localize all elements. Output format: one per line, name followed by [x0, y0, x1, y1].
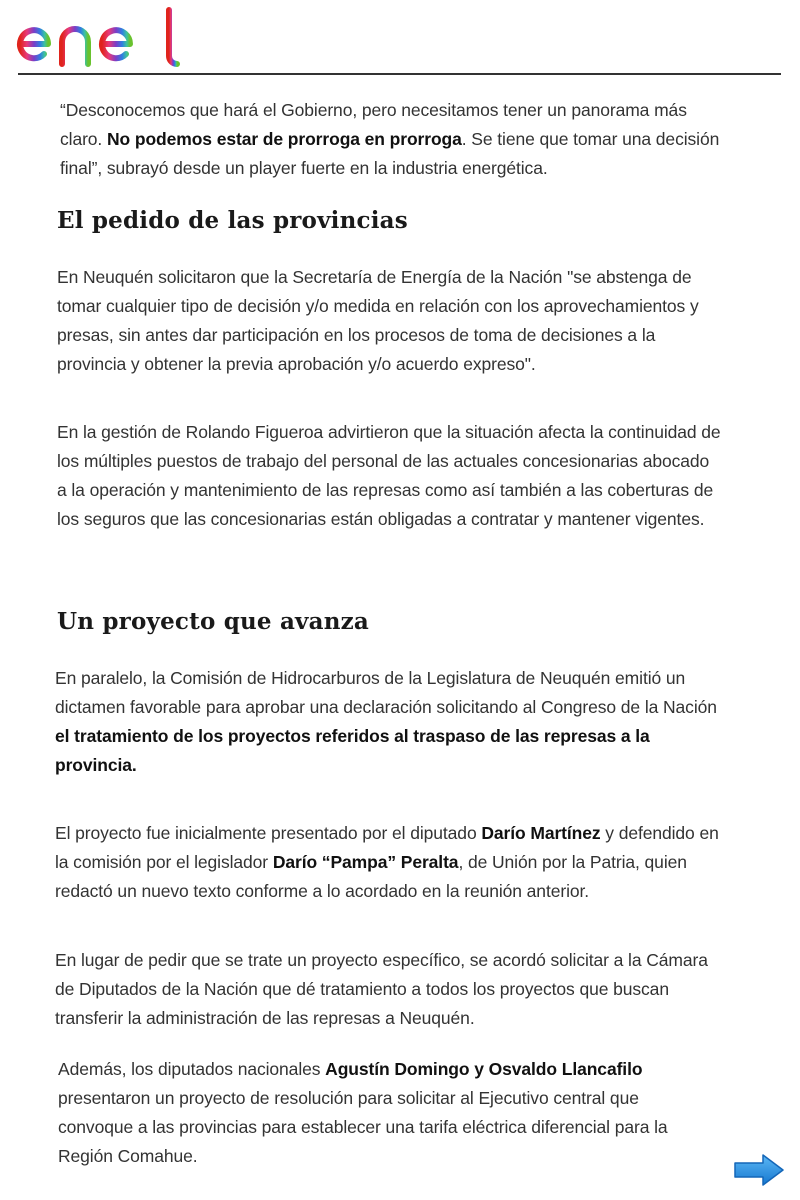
next-page-button[interactable]	[733, 1153, 785, 1187]
article-paragraph-camara: En lugar de pedir que se trate un proyecto específico, se acordó solicitar a la Cámara de Diputados de la Nación que dé tratamiento a todos los proyectos que buscan transferir la administración de las represas a Neuquén.	[55, 950, 708, 1028]
article-paragraph-diputado	[55, 819, 720, 906]
paragraph-bold-text: Darío “Pampa” Peralta	[272, 852, 459, 872]
paragraph-text: presentaron un proyecto de resolución para solicitar al Ejecutivo central que convoque a las provincias para establecer una tarifa eléctrica diferencial para la Región Comahue.	[58, 1088, 668, 1166]
paragraph-text: , de Unión por la Patria, quien redactó un nuevo texto conforme a lo acordado en la reunión anterior.	[55, 852, 687, 901]
paragraph-bold-text: No podemos estar de prorroga en prorroga	[106, 129, 462, 149]
arrow-right-icon	[733, 1153, 785, 1187]
section-heading-provincias: El pedido de las provincias	[57, 207, 408, 234]
paragraph-text: Además, los diputados nacionales	[58, 1059, 326, 1079]
article-paragraph-neuquen-request: En Neuquén solicitaron que la Secretaría de Energía de la Nación "se abstenga de tomar cualquier tipo de decisión y/o medida en relación con los aprovechamientos y presas, sin antes dar participación en los procesos de toma de decisiones a la provincia y obtener la previa aprobación y/o acuerdo expreso".	[57, 267, 699, 374]
article-paragraph-resolucion	[58, 1055, 698, 1171]
paragraph-bold-text: Darío Martínez	[481, 823, 601, 843]
paragraph-bold-text: Agustín Domingo y Osvaldo Llancafilo	[325, 1059, 643, 1079]
paragraph-text: El proyecto fue inicialmente presentado por el diputado	[55, 823, 482, 843]
enel-logo-mark	[16, 6, 181, 68]
paragraph-text: y defendido en la comisión por el legislador	[55, 823, 719, 872]
paragraph-bold-text: el tratamiento de los proyectos referidos al traspaso de las represas a la provincia.	[55, 726, 650, 775]
article-paragraph-figueroa: En la gestión de Rolando Figueroa advirtieron que la situación afecta la continuidad de los múltiples puestos de trabajo del personal de las actuales concesionarias abocado a la operación y mantenimiento de las represas como así también a las coberturas de los seguros que las concesionarias están obligadas a contratar y mantener vigentes.	[57, 422, 721, 529]
article-paragraph-quote	[60, 96, 725, 183]
header-divider	[18, 73, 781, 75]
paragraph-text: “Desconocemos que hará el Gobierno, pero necesitamos tener un panorama más claro.	[60, 100, 687, 149]
enel-logo[interactable]	[16, 6, 181, 73]
section-heading-proyecto: Un proyecto que avanza	[57, 608, 370, 635]
article-paragraph-comision	[55, 664, 720, 780]
site-header	[0, 0, 800, 76]
paragraph-text: . Se tiene que tomar una decisión final”, subrayó desde un player fuerte en la industria energética.	[60, 129, 720, 178]
paragraph-text: En paralelo, la Comisión de Hidrocarburos de la Legislatura de Neuquén emitió un dictamen favorable para aprobar una declaración solicitando al Congreso de la Nación	[55, 668, 717, 717]
